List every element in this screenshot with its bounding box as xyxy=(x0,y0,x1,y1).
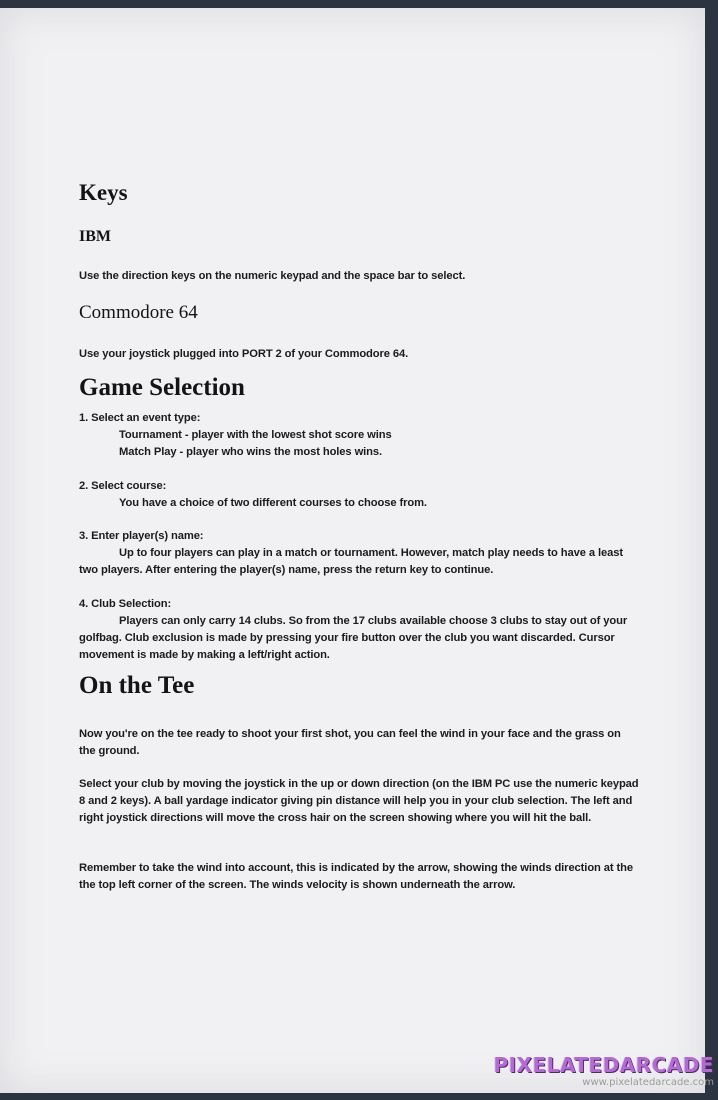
manual-page xyxy=(0,8,705,1093)
step-1-line-2: Match Play - player who wins the most holes wins. xyxy=(119,446,383,458)
step-2 xyxy=(79,478,639,512)
step-1-line-1: Tournament - player with the lowest shot score wins xyxy=(119,429,392,441)
step-4-label: 4. Club Selection: xyxy=(79,598,172,610)
step-1 xyxy=(79,410,639,461)
tee-paragraph-3: Remember to take the wind into account, this is indicated by the arrow, showing the winds direction at the the top left corner of the screen. The winds velocity is shown underneath the arrow. xyxy=(79,862,634,891)
step-3-text: Up to four players can play in a match or tournament. However, match play needs to have a least two players. After entering the player(s) name, press the return key to continue. xyxy=(79,547,624,576)
watermark-logo: PIXELATEDARCADE xyxy=(493,1053,714,1077)
ibm-heading: IBM xyxy=(79,228,111,245)
step-1-label: 1. Select an event type: xyxy=(79,412,201,424)
watermark-url: www.pixelatedarcade.com xyxy=(582,1077,714,1088)
game-selection-heading: Game Selection xyxy=(79,374,245,401)
step-3-label: 3. Enter player(s) name: xyxy=(79,530,204,542)
c64-heading: Commodore 64 xyxy=(79,302,198,323)
c64-text: Use your joystick plugged into PORT 2 of your Commodore 64. xyxy=(79,348,409,360)
keys-heading: Keys xyxy=(79,180,128,205)
on-the-tee-heading: On the Tee xyxy=(79,672,195,699)
step-2-line-1: You have a choice of two different courses to choose from. xyxy=(119,497,427,509)
ibm-text: Use the direction keys on the numeric keypad and the space bar to select. xyxy=(79,270,466,282)
step-3 xyxy=(79,528,639,579)
step-2-label: 2. Select course: xyxy=(79,480,167,492)
watermark xyxy=(493,1053,714,1088)
tee-paragraph-1: Now you're on the tee ready to shoot your first shot, you can feel the wind in your face and the grass on the ground. xyxy=(79,728,621,757)
step-4-text: Players can only carry 14 clubs. So from the 17 clubs available choose 3 clubs to stay out of your golfbag. Club exclusion is made by pressing your fire button over the club you want discarded. Cursor movement is made by making a left/right action. xyxy=(79,615,628,661)
tee-paragraph-2: Select your club by moving the joystick in the up or down direction (on the IBM PC use the numeric keypad 8 and 2 keys). A ball yardage indicator giving pin distance will help you in your club selection. The left and right joystick directions will move the cross hair on the screen showing where you will hit the ball. xyxy=(79,778,639,824)
step-4 xyxy=(79,596,639,664)
